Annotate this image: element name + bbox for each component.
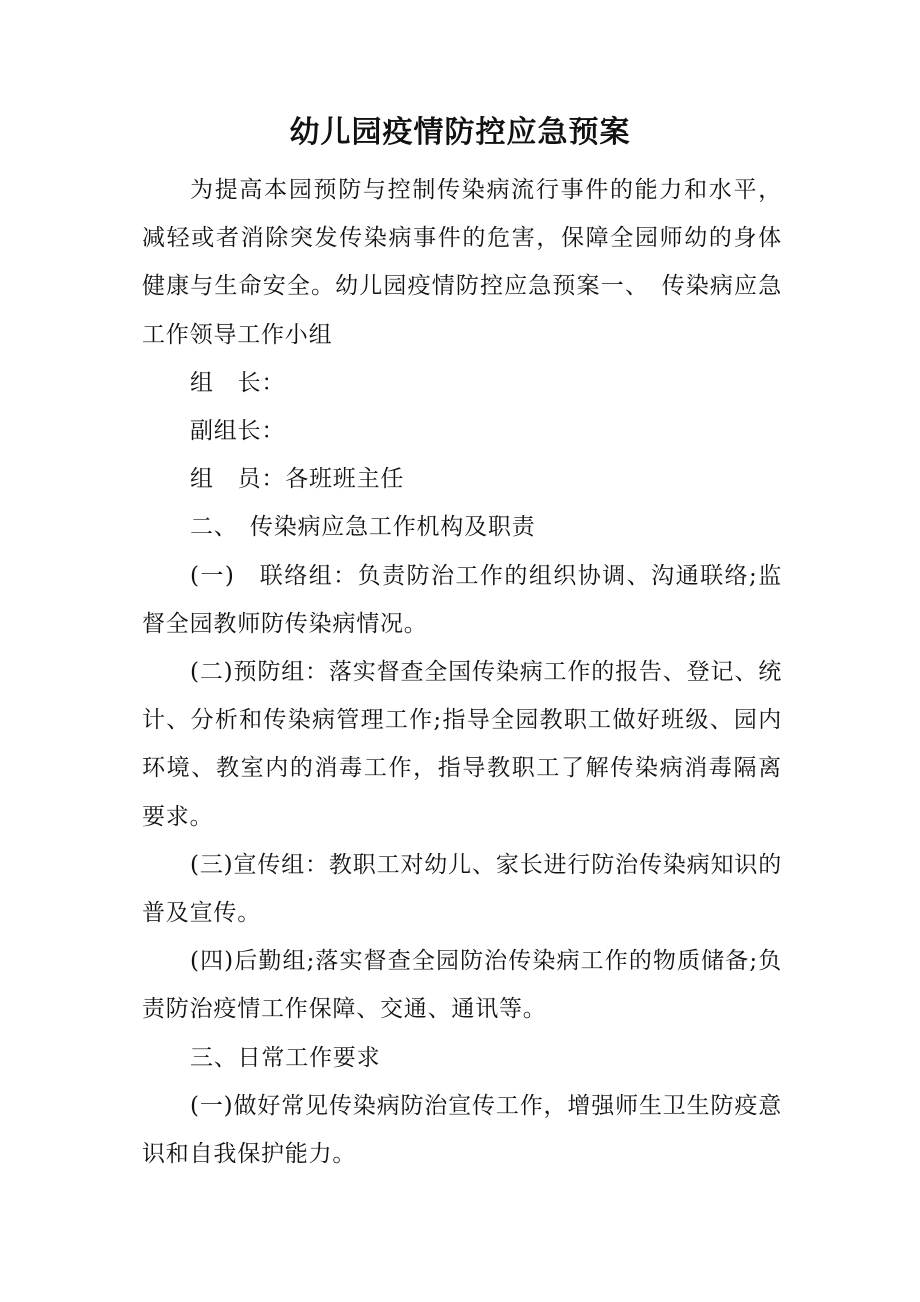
paragraph-prevention-group: (二)预防组：落实督查全国传染病工作的报告、登记、统计、分析和传染病管理工作;指导全园教职工做好班级、园内环境、教室内的消毒工作，指导教职工了解传染病消毒隔离要求。 [142,659,782,830]
document-body [142,166,782,1178]
paragraph-deputy-leader: 副组长： [190,418,286,445]
paragraph-intro: 为提高本园预防与控制传染病流行事件的能力和水平，减轻或者消除突发传染病事件的危害，保障全园师幼的身体健康与生命安全。幼儿园疫情防控应急预案一、 传染病应急工作领导工作小组 [142,177,782,348]
paragraph-liaison-group: (一) 联络组：负责防治工作的组织协调、沟通联络;监督全园教师防传染病情况。 [142,562,782,637]
section-heading-2: 二、 传染病应急工作机构及职责 [190,514,536,541]
section-heading-3: 三、日常工作要求 [190,1044,381,1071]
paragraph-leader: 组 长： [190,369,286,396]
paragraph-daily-requirement-1: (一)做好常见传染病防治宣传工作，增强师生卫生防疫意识和自我保护能力。 [142,1092,782,1168]
paragraph-publicity-group: (三)宣传组：教职工对幼儿、家长进行防治传染病知识的普及宣传。 [142,851,782,927]
document-title: 幼儿园疫情防控应急预案 [289,115,631,150]
paragraph-logistics-group: (四)后勤组;落实督查全园防治传染病工作的物质储备;负责防治疫情工作保障、交通、通讯等。 [142,948,782,1023]
paragraph-members: 组 员：各班班主任 [190,466,405,493]
